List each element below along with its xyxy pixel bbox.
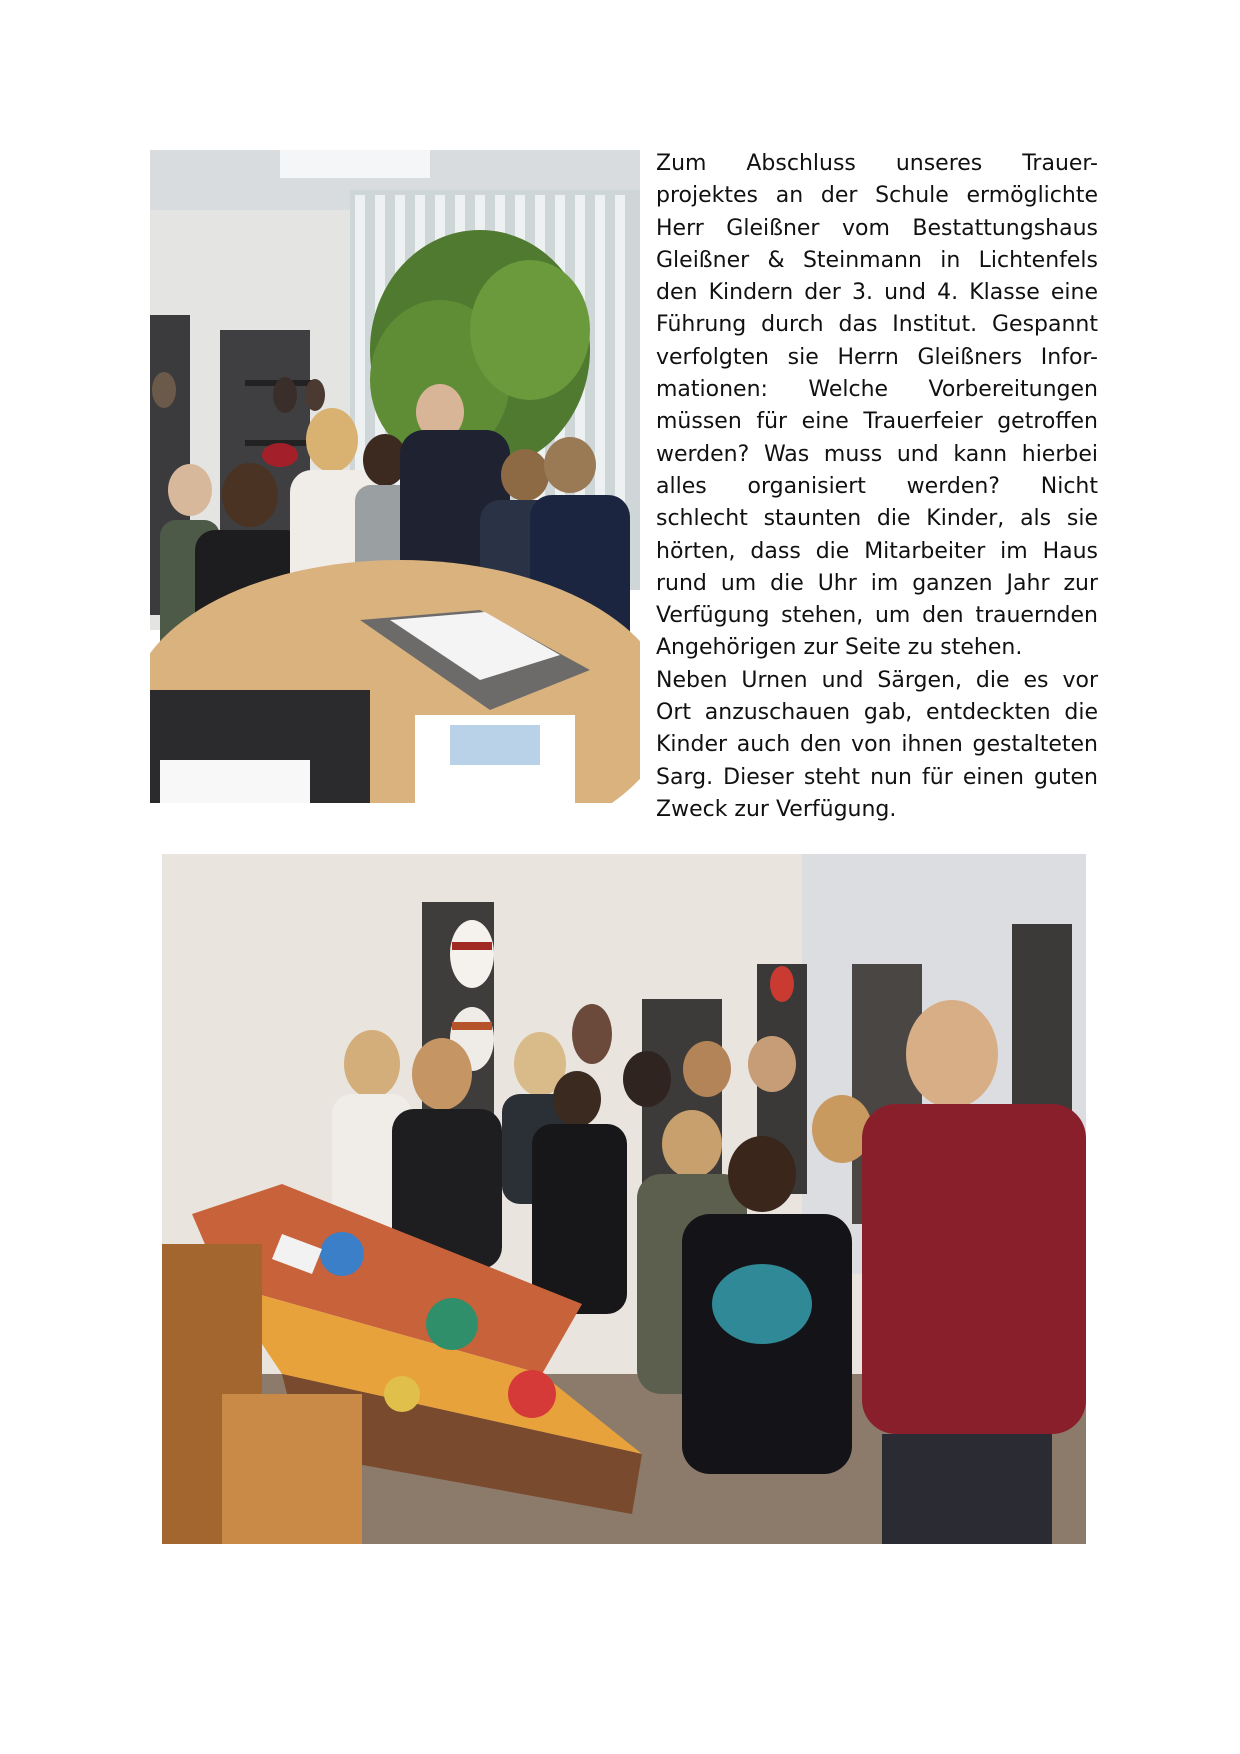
text-line: Zweck zur Verfügung. xyxy=(656,796,897,822)
text-line: Ort anzuschauen gab, entdeckten die xyxy=(656,700,1098,726)
text-line: verfolgten sie Herrn Gleißners Infor- xyxy=(656,344,1098,370)
text-line: Kinder auch den von ihnen gestalteten xyxy=(656,732,1098,758)
article-text xyxy=(656,148,1098,826)
text-line: Verfügung stehen, um den trauernden xyxy=(656,603,1098,629)
text-line: Angehörigen zur Seite zu stehen. xyxy=(656,635,1023,661)
text-line: Herr Gleißner vom Bestattungshaus xyxy=(656,215,1098,241)
text-line: werden? Was muss und kann hierbei xyxy=(656,441,1098,467)
text-line: rund um die Uhr im ganzen Jahr zur xyxy=(656,570,1098,596)
paragraph-2 xyxy=(656,665,1098,826)
text-line: mationen: Welche Vorbereitungen xyxy=(656,377,1098,403)
text-line: Zum Abschluss unseres Trauer- xyxy=(656,151,1098,176)
text-line: Neben Urnen und Särgen, die es vor xyxy=(656,667,1098,693)
text-line: müssen für eine Trauerfeier getroffen xyxy=(656,409,1098,435)
photo-painted-coffin-group xyxy=(162,854,1086,1544)
text-line: den Kindern der 3. und 4. Klasse eine xyxy=(656,280,1098,306)
paragraph-1 xyxy=(656,148,1098,665)
text-line: schlecht staunten die Kinder, als sie xyxy=(656,506,1098,532)
photo-office-visit xyxy=(150,150,640,803)
text-line: Gleißner & Steinmann in Lichtenfels xyxy=(656,247,1098,273)
text-line: hörten, dass die Mitarbeiter im Haus xyxy=(656,538,1098,564)
text-line: Führung durch das Institut. Gespannt xyxy=(656,312,1098,338)
text-line: alles organisiert werden? Nicht xyxy=(656,473,1098,499)
text-line: Sarg. Dieser steht nun für einen guten xyxy=(656,764,1098,790)
text-line: projektes an der Schule ermöglichte xyxy=(656,183,1098,209)
